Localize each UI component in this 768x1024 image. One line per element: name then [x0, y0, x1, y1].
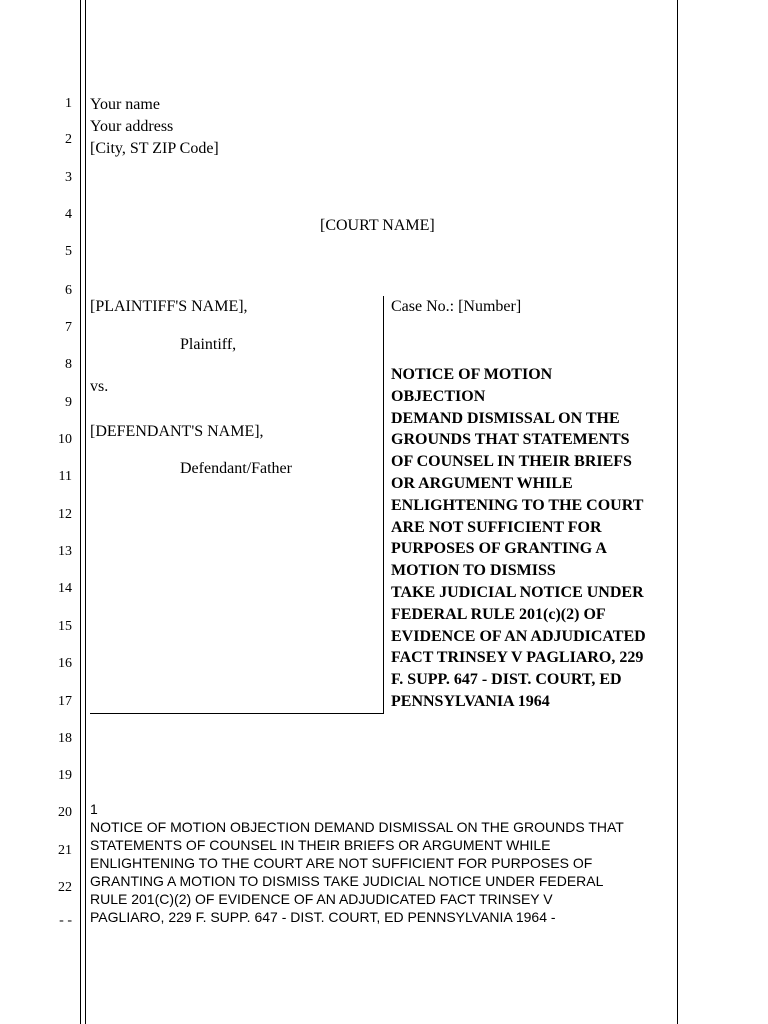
- filer-address: Your address: [90, 118, 174, 135]
- footer-page-number: 1: [90, 801, 98, 817]
- line-number: 4: [65, 207, 72, 222]
- line-number: 7: [65, 320, 72, 335]
- page-footer: [90, 800, 675, 926]
- line-number: 12: [58, 507, 72, 522]
- line-number: 21: [58, 843, 72, 858]
- left-margin-rule: [80, 0, 81, 1024]
- line-number: 1: [65, 96, 72, 111]
- title-line: TAKE JUDICIAL NOTICE UNDER: [391, 583, 644, 601]
- line-number: 13: [58, 544, 72, 559]
- line-number: 10: [58, 432, 72, 447]
- line-number: 8: [65, 357, 72, 372]
- footer-line: NOTICE OF MOTION OBJECTION DEMAND DISMISSAL ON THE GROUNDS THAT: [90, 819, 624, 835]
- footer-line: RULE 201(C)(2) OF EVIDENCE OF AN ADJUDICATED FACT TRINSEY V: [90, 891, 553, 907]
- line-number: 20: [58, 805, 72, 820]
- line-number: 6: [65, 283, 72, 298]
- title-line: MOTION TO DISMISS: [391, 562, 556, 580]
- line-number: 19: [58, 768, 72, 783]
- title-line: EVIDENCE OF AN ADJUDICATED: [391, 627, 646, 645]
- title-line: ENLIGHTENING TO THE COURT: [391, 496, 644, 514]
- title-line: PURPOSES OF GRANTING A: [391, 540, 607, 558]
- footer-line: STATEMENTS OF COUNSEL IN THEIR BRIEFS OR ARGUMENT WHILE: [90, 837, 551, 853]
- line-number: 18: [58, 731, 72, 746]
- left-margin-rule-inner: [85, 0, 86, 1024]
- line-number: - -: [59, 913, 72, 928]
- party-header: [90, 94, 219, 160]
- title-line: OF COUNSEL IN THEIR BRIEFS: [391, 453, 632, 471]
- footer-line: GRANTING A MOTION TO DISMISS TAKE JUDICIAL NOTICE UNDER FEDERAL: [90, 873, 604, 889]
- title-line: PENNSYLVANIA 1964: [391, 692, 550, 710]
- defendant-role: Defendant/Father: [180, 460, 292, 477]
- title-line: OR ARGUMENT WHILE: [391, 474, 573, 492]
- defendant-name: [DEFENDANT'S NAME],: [90, 423, 264, 440]
- footer-line: PAGLIARO, 229 F. SUPP. 647 - DIST. COURT, ED PENNSYLVANIA 1964 -: [90, 909, 556, 925]
- line-number: 17: [58, 694, 72, 709]
- line-number: 15: [58, 619, 72, 634]
- footer-title-text: [90, 818, 675, 926]
- caption-vertical-divider: [383, 296, 384, 714]
- line-number: 14: [58, 581, 72, 596]
- line-number: 9: [65, 395, 72, 410]
- title-line: F. SUPP. 647 - DIST. COURT, ED: [391, 671, 622, 689]
- plaintiff-name: [PLAINTIFF'S NAME],: [90, 298, 248, 315]
- title-line: FEDERAL RULE 201(c)(2) OF: [391, 605, 606, 623]
- line-number: 5: [65, 244, 72, 259]
- versus-label: vs.: [90, 378, 109, 395]
- title-line: FACT TRINSEY V PAGLIARO, 229: [391, 649, 644, 667]
- line-number: 11: [58, 469, 72, 484]
- court-name: [COURT NAME]: [320, 217, 435, 234]
- title-line: OBJECTION: [391, 387, 486, 405]
- title-line: GROUNDS THAT STATEMENTS: [391, 431, 630, 449]
- line-number: 22: [58, 880, 72, 895]
- filer-name: Your name: [90, 96, 160, 113]
- line-number: 16: [58, 656, 72, 671]
- line-number: 2: [65, 132, 72, 147]
- case-number: Case No.: [Number]: [391, 298, 522, 315]
- filer-city: [City, ST ZIP Code]: [90, 140, 219, 157]
- footer-line: ENLIGHTENING TO THE COURT ARE NOT SUFFICIENT FOR PURPOSES OF: [90, 855, 593, 871]
- right-margin-rule: [677, 0, 678, 1024]
- title-line: DEMAND DISMISSAL ON THE: [391, 409, 620, 427]
- title-line: NOTICE OF MOTION: [391, 366, 553, 383]
- caption-bottom-rule: [90, 713, 383, 714]
- title-line: ARE NOT SUFFICIENT FOR: [391, 518, 602, 536]
- document-title: [391, 364, 676, 713]
- plaintiff-role: Plaintiff,: [180, 336, 237, 353]
- line-number: 3: [65, 170, 72, 185]
